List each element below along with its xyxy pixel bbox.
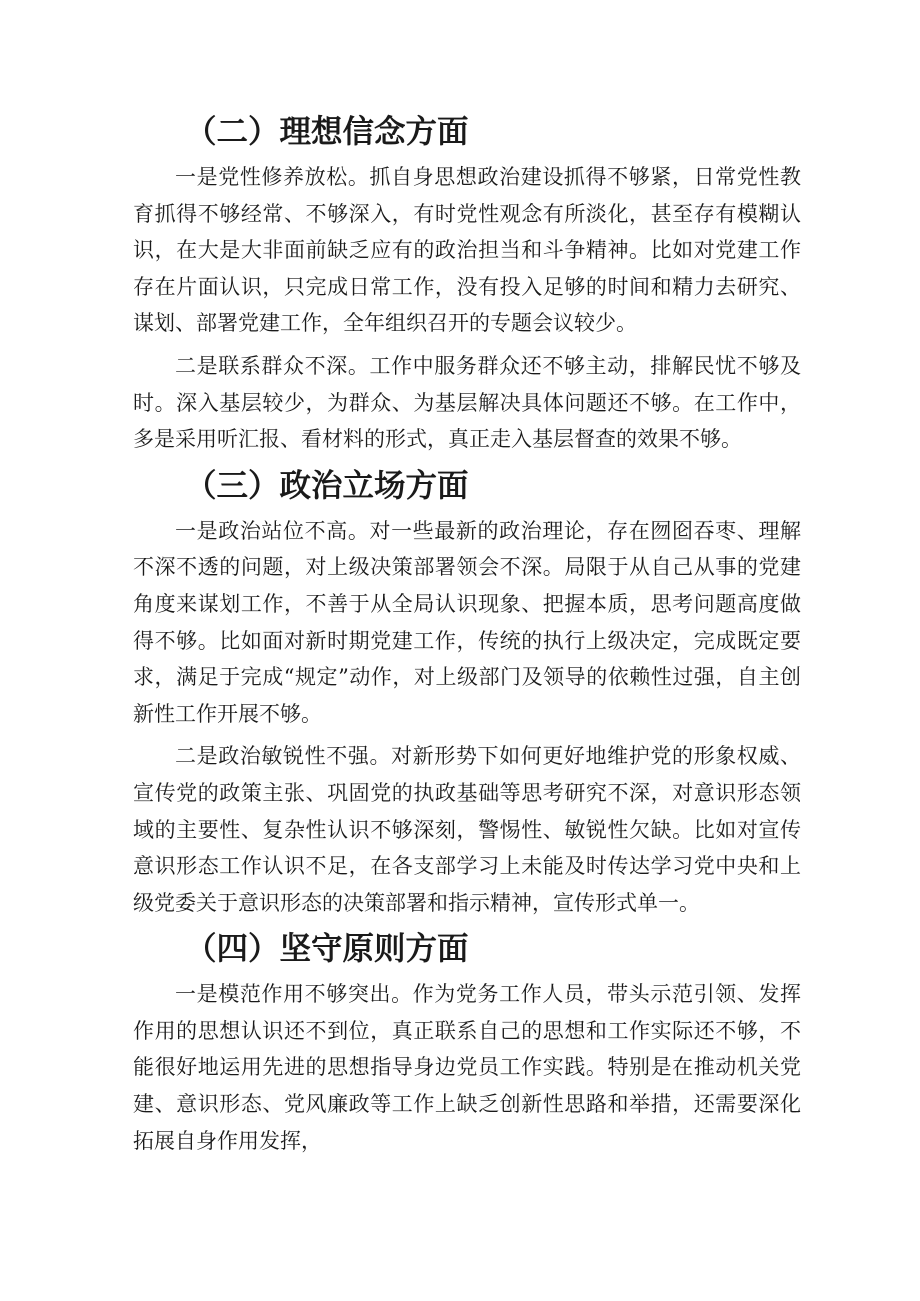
- section-ideals-beliefs: [133, 110, 801, 458]
- section-principles: [133, 927, 801, 1159]
- paragraph: 一是模范作用不够突出。作为党务工作人员，带头示范引领、发挥作用的思想认识还不到位，真正联系自己的思想和工作实际还不够，不能很好地运用先进的思想指导身边党员工作实践。特别是在推动机关党建、意识形态、党风廉政等工作上缺乏创新性思路和举措，还需要深化拓展自身作用发挥，: [133, 982, 801, 1153]
- section-heading: （二）理想信念方面: [185, 113, 469, 150]
- paragraph: 二是联系群众不深。工作中服务群众还不够主动，排解民忧不够及时。深入基层较少，为群众、为基层解决具体问题还不够。在工作中，多是采用听汇报、看材料的形式，真正走入基层督查的效果不够。: [133, 353, 801, 452]
- document-body: [133, 110, 801, 1165]
- paragraph: 一是党性修养放松。抓自身思想政治建设抓得不够紧，日常党性教育抓得不够经常、不够深入，有时党性观念有所淡化，甚至存有模糊认识，在大是大非面前缺乏应有的政治担当和斗争精神。比如对党建工作存在片面认识，只完成日常工作，没有投入足够的时间和精力去研究、谋划、部署党建工作，全年组织召开的专题会议较少。: [133, 165, 801, 336]
- section-heading: （四）坚守原则方面: [185, 930, 469, 968]
- section-political-stance: [133, 464, 801, 922]
- paragraph: 二是政治敏锐性不强。对新形势下如何更好地维护党的形象权威、宣传党的政策主张、巩固党的执政基础等思考研究不深，对意识形态领域的主要性、复杂性认识不够深刻，警惕性、敏锐性欠缺。比如对宣传意识形态工作认识不足，在各支部学习上未能及时传达学习党中央和上级党委关于意识形态的决策部署和指示精神，宣传形式单一。: [133, 744, 801, 915]
- paragraph: 一是政治站位不高。对一些最新的政治理论，存在囫囵吞枣、理解不深不透的问题，对上级决策部署领会不深。局限于从自己从事的党建角度来谋划工作，不善于从全局认识现象、把握本质，思考问题高度做得不够。比如面对新时期党建工作，传统的执行上级决定，完成既定要求，满足于完成“规定”动作，对上级部门及领导的依赖性过强，自主创新性工作开展不够。: [133, 518, 801, 726]
- section-heading: （三）政治立场方面: [185, 466, 469, 504]
